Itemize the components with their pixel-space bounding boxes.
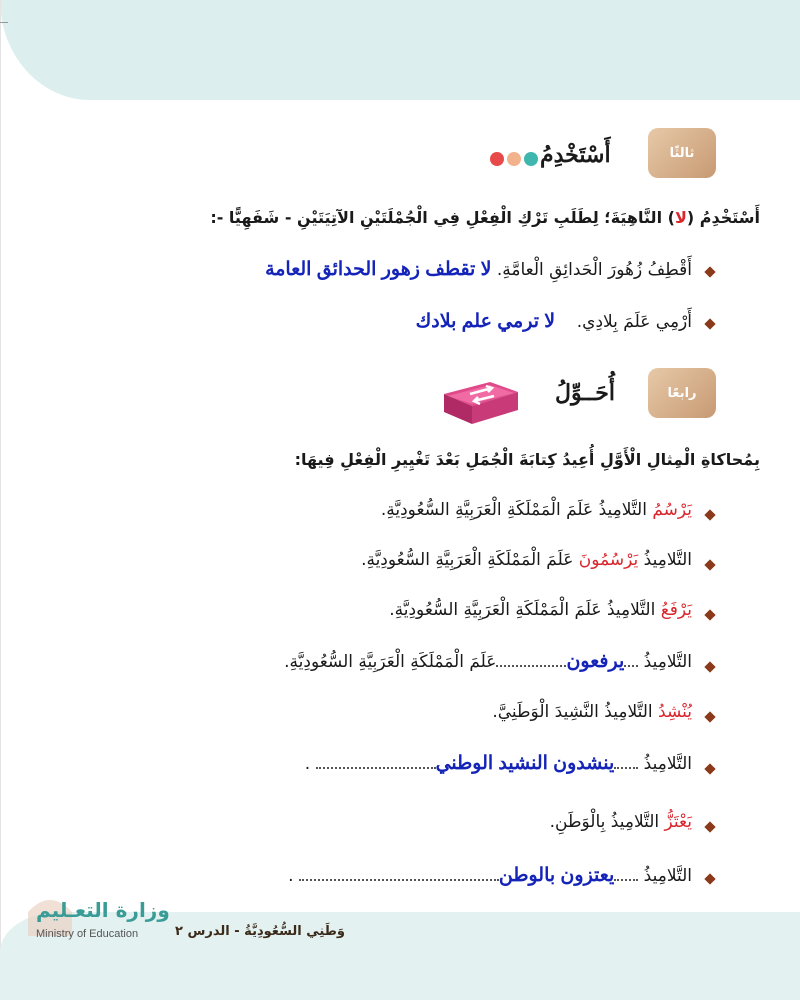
crop-mark: [0, 22, 8, 23]
fill-in-answer[interactable]: يرفعون: [566, 651, 625, 672]
dot-red-icon: [490, 152, 504, 166]
sentence-rest: التَّلامِيذُ عَلَمَ الْمَمْلَكَةِ الْعَرَبِيَّةِ السُّعُودِيَّةِ.: [380, 500, 653, 520]
instruction-text-start: أَسْتَخْدِمُ (: [686, 208, 760, 227]
ministry-name-english: Ministry of Education: [36, 928, 139, 940]
section-heading-convert: أُحَــوِّلُ: [555, 380, 615, 406]
bullet-icon: [704, 873, 715, 884]
lesson-footer: وَطَنِي السُّعُودِيَّةُ - الدرس ٢: [175, 924, 345, 939]
bullet-icon: [704, 711, 715, 722]
verb-highlight: يَعْتَزُّ: [664, 812, 692, 832]
convert-line-4: [284, 650, 692, 673]
section-badge-third: ثالثًا: [648, 128, 716, 178]
section-badge-fourth: رابعًا: [648, 368, 716, 418]
sentence-subject: التَّلامِيذُ: [638, 550, 692, 570]
fill-in-dots: [496, 661, 566, 667]
sentence-rest: عَلَمَ الْمَمْلَكَةِ الْعَرَبِيَّةِ السُّعُودِيَّةِ.: [361, 550, 579, 570]
bullet-icon: [704, 318, 715, 329]
sentence-rest: التَّلامِيذُ النَّشِيدَ الْوَطَنِيَّ.: [492, 702, 659, 722]
bullet-icon: [704, 266, 715, 277]
dot-peach-icon: [507, 152, 521, 166]
sentence-subject: التَّلامِيذُ: [638, 652, 692, 672]
ministry-name-arabic: وزارة التعـليم: [36, 898, 170, 922]
verb-highlight: يَرْفَعُ: [660, 600, 692, 620]
section-heading-use: أَسْتَخْدِمُ: [540, 142, 611, 168]
convert-line-8: [288, 864, 692, 887]
dot-teal-icon: [524, 152, 538, 166]
bottom-decorative-band: [0, 912, 800, 1000]
sentence-end-period: .: [304, 754, 311, 774]
bullet-icon: [704, 559, 715, 570]
fill-in-dots: [316, 763, 436, 769]
verb-highlight: يَرْسُمُونَ: [578, 550, 639, 570]
exercise3-item-1: [265, 258, 692, 281]
fill-in-dots: [614, 763, 638, 769]
exercise-answer: لا تقطف زهور الحدائق العامة: [265, 259, 492, 280]
exercise3-item-2: [416, 310, 692, 333]
instruction-text-end: ) النَّاهِيَةَ؛ لِطَلَبِ تَرْكِ الْفِعْلِ فِي الْجُمْلَتَيْنِ الآتِيَتَيْنِ - شَفَهِيًّا -:: [210, 208, 675, 227]
book-transform-icon: [440, 380, 520, 426]
bullet-icon: [704, 661, 715, 672]
bullet-icon: [704, 609, 715, 620]
sentence-end-period: .: [288, 866, 294, 886]
heading-dots: [490, 152, 538, 166]
convert-line-7: [550, 812, 692, 832]
bullet-icon: [704, 821, 715, 832]
fill-in-answer[interactable]: ينشدون النشيد الوطني: [435, 753, 615, 774]
verb-highlight: يَرْسُمُ: [652, 500, 692, 520]
fill-in-dots: [614, 875, 638, 881]
top-decorative-band: [0, 0, 800, 100]
exercise-sentence: أَرْمِي عَلَمَ بِلادِي.: [576, 312, 692, 332]
sentence-rest: التَّلامِيذُ عَلَمَ الْمَمْلَكَةِ الْعَرَبِيَّةِ السُّعُودِيَّةِ.: [389, 600, 661, 620]
page-margin-rule: [0, 0, 1, 1000]
convert-line-1: [381, 500, 692, 520]
convert-line-3: [389, 600, 692, 620]
section4-instruction: بِمُحاكاةِ الْمِثالِ الْأَوَّلِ أُعِيدُ كِتابَةَ الْجُمَلِ بَعْدَ تَغْيِيرِ الْفِعْلِ فِيهَا:: [294, 450, 760, 469]
fill-in-dots: [624, 661, 638, 667]
fill-in-answer[interactable]: يعتزون بالوطن: [498, 865, 615, 886]
bullet-icon: [704, 763, 715, 774]
sentence-rest: عَلَمَ الْمَمْلَكَةِ الْعَرَبِيَّةِ السُّعُودِيَّةِ.: [284, 652, 497, 672]
bullet-icon: [704, 509, 715, 520]
instruction-la-word: لا: [674, 208, 687, 227]
convert-line-2: [361, 550, 692, 570]
exercise-answer: لا ترمي علم بلادك: [415, 311, 556, 332]
verb-highlight: يُنْشِدُ: [658, 702, 692, 722]
fill-in-dots: [299, 875, 499, 881]
convert-line-5: [492, 702, 692, 722]
sentence-subject: التَّلامِيذُ: [638, 754, 692, 774]
convert-line-6: [305, 752, 692, 775]
exercise-sentence: أَقْطِفُ زُهُورَ الْحَدائِقِ الْعامَّةِ.: [496, 260, 692, 280]
sentence-subject: التَّلامِيذُ: [638, 866, 692, 886]
sentence-rest: التَّلامِيذُ بِالْوَطَنِ.: [549, 812, 665, 832]
section3-instruction: [210, 208, 760, 227]
